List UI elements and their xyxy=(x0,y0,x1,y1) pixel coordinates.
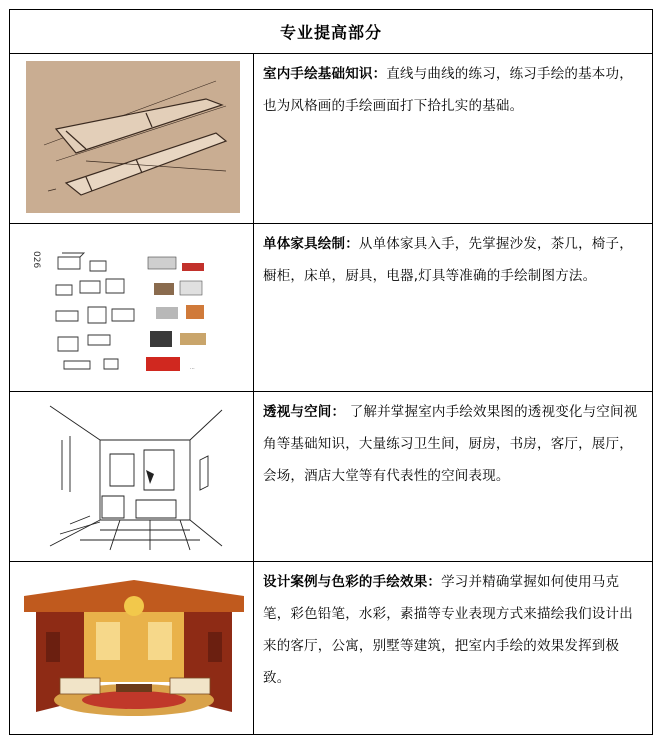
table-title: 专业提高部分 xyxy=(10,10,652,54)
row-heading: 室内手绘基础知识： xyxy=(263,66,387,82)
image-cell xyxy=(10,392,254,561)
table-row xyxy=(10,392,652,562)
row-body: 了解并掌握室内手绘效果图的透视变化与空间视角等基础知识，大量练习卫生间，厨房，书房，客厅，展厅，会场，酒店大堂等有代表性的空间表现。 xyxy=(263,404,638,484)
text-cell xyxy=(255,54,652,122)
row-paragraph xyxy=(263,58,642,122)
svg-text:...: ... xyxy=(190,365,195,371)
row-body: 学习并精确掌握如何使用马克笔，彩色铅笔，水彩，素描等专业表现方式来描绘我们设计出来的客厅，公寓，别墅等建筑，把室内手绘的效果发挥到极致。 xyxy=(263,574,633,686)
table-row xyxy=(10,224,652,392)
pen-sketch-illustration xyxy=(26,61,240,213)
table-row xyxy=(10,562,652,734)
row-paragraph xyxy=(263,566,642,694)
row-paragraph xyxy=(263,396,642,492)
image-cell xyxy=(10,562,254,734)
bathroom-perspective-sketch xyxy=(40,400,226,552)
row-paragraph xyxy=(263,228,642,292)
image-cell xyxy=(10,54,254,223)
colored-living-room-rendering xyxy=(24,572,244,724)
furniture-sketches-illustration xyxy=(28,237,238,379)
row-heading: 透视与空间： xyxy=(263,404,346,420)
table-row xyxy=(10,54,652,224)
text-cell xyxy=(255,562,652,694)
row-body: 直线与曲线的练习，练习手绘的基本功，也为风格画的手绘画面打下拾扎实的基础。 xyxy=(263,66,633,114)
image-page-number: 026 xyxy=(31,251,41,269)
text-cell xyxy=(255,224,652,292)
course-table xyxy=(9,9,653,735)
row-heading: 设计案例与色彩的手绘效果： xyxy=(263,574,442,590)
image-cell xyxy=(10,224,254,391)
row-heading: 单体家具绘制： xyxy=(263,236,359,252)
row-body: 从单体家具入手，先掌握沙发，茶几，椅子，橱柜，床单，厨具，电器,灯具等准确的手绘制图方法。 xyxy=(263,236,633,284)
text-cell xyxy=(255,392,652,492)
